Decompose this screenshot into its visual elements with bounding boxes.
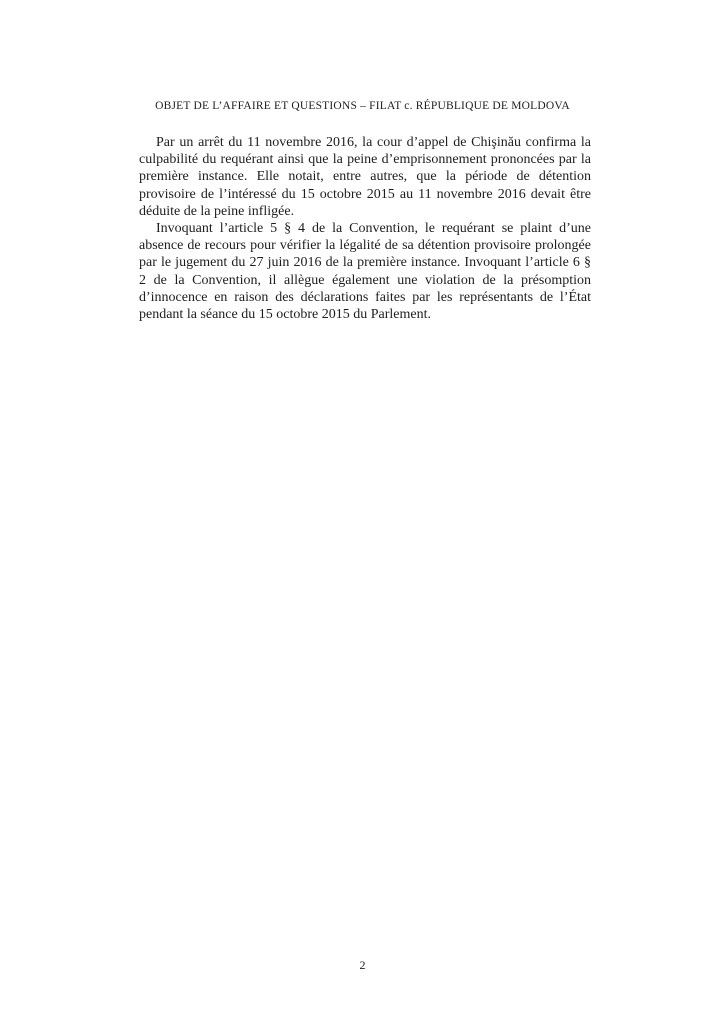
body-paragraph: Invoquant l’article 5 § 4 de la Convention, le requérant se plaint d’une absence de recours pour vérifier la légalité de sa détention provisoire prolongée par le jugement du 27 juin 2016 de la première instance. Invoquant l’article 6 § 2 de la Convention, il allègue également une violation de la présomption d’innocence en raison des déclarations faites par les représentants de l’État pendant la séance du 15 octobre 2015 du Parlement. (139, 221, 591, 323)
running-header: OBJET DE L’AFFAIRE ET QUESTIONS – FILAT c. RÉPUBLIQUE DE MOLDOVA (155, 100, 570, 112)
page-number: 2 (359, 958, 366, 972)
body-paragraph: Par un arrêt du 11 novembre 2016, la cour d’appel de Chişinău confirma la culpabilité du requérant ainsi que la peine d’emprisonnement prononcées par la première instance. Elle notait, entre autres, que la période de détention provisoire de l’intéressé du 15 octobre 2015 au 11 novembre 2016 devait être déduite de la peine infligée. (139, 135, 591, 219)
document-body (139, 134, 591, 323)
